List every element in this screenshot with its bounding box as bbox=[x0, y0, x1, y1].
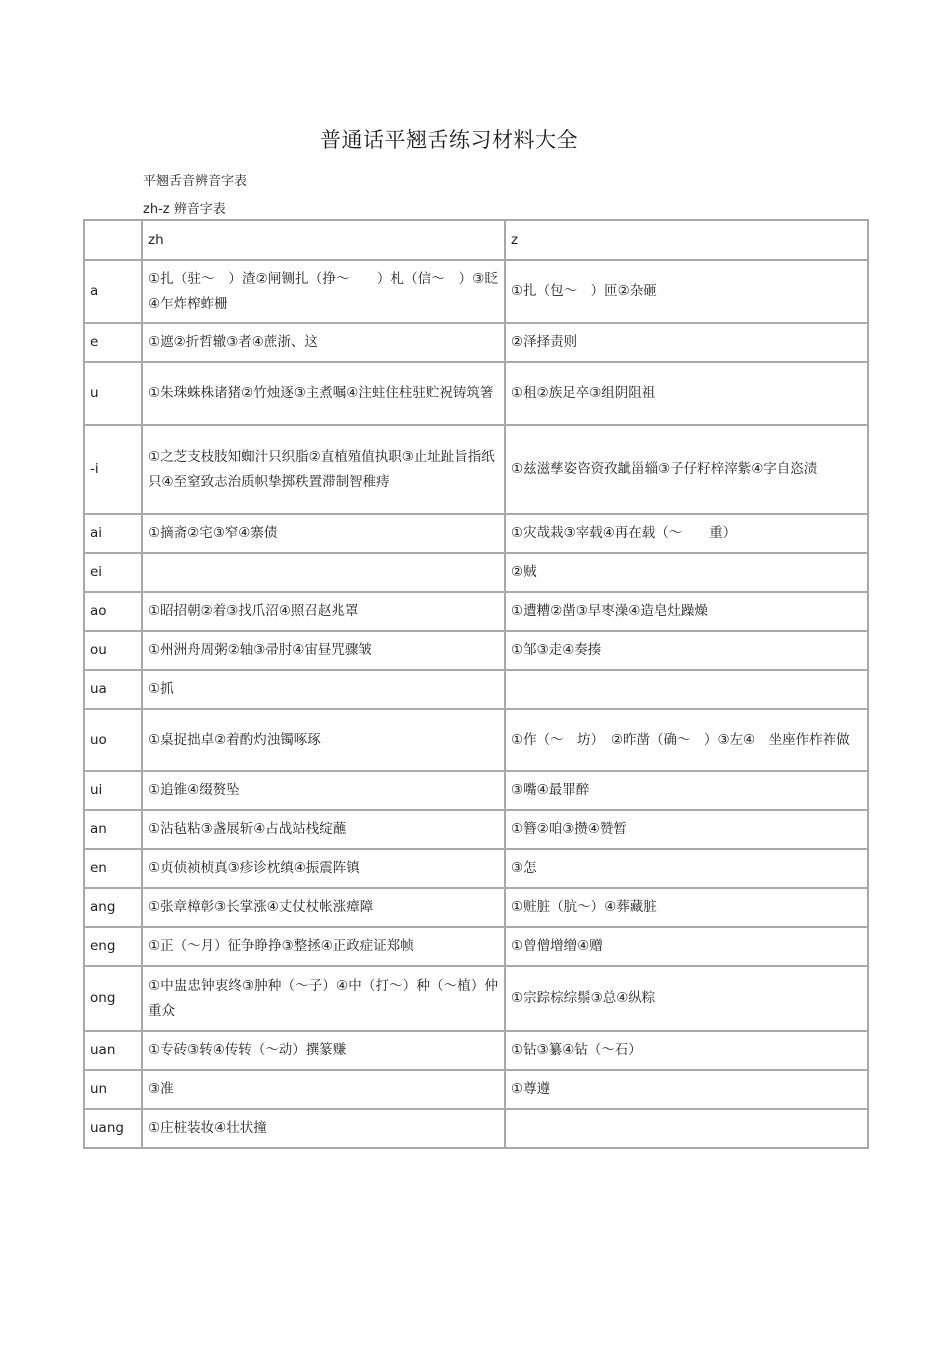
row-final: ei bbox=[85, 554, 143, 593]
table-row bbox=[85, 1110, 869, 1149]
table-row bbox=[85, 710, 869, 772]
zh-chars: ①中盅忠钟衷终③肿种（～子）④中（打～）种（～植）仲重众 bbox=[143, 967, 506, 1032]
subtitle: 平翘舌音辨音字表 bbox=[143, 174, 248, 189]
zh-chars: ①正（～月）征争睁挣③整拯④正政症证郑帧 bbox=[143, 928, 506, 967]
table-row bbox=[85, 554, 869, 593]
zh-chars: ①遮②折哲辙③者④蔗浙、这 bbox=[143, 324, 506, 363]
zh-chars: ①州洲舟周粥②轴③帚肘④宙昼咒骤皱 bbox=[143, 632, 506, 671]
table-row bbox=[85, 671, 869, 710]
header-zh: zh bbox=[143, 221, 506, 261]
row-final: a bbox=[85, 261, 143, 324]
z-chars: ①曾僧增缯④赠 bbox=[506, 928, 869, 967]
table-row bbox=[85, 928, 869, 967]
zh-chars: ①沾毡粘③盏展斩④占战站栈绽蘸 bbox=[143, 811, 506, 850]
z-chars: ③怎 bbox=[506, 850, 869, 889]
zh-chars: ①专砖③转④传转（～动）撰篆赚 bbox=[143, 1032, 506, 1071]
row-final: eng bbox=[85, 928, 143, 967]
row-final: ua bbox=[85, 671, 143, 710]
z-chars: ①扎（包～ ）匝②杂砸 bbox=[506, 261, 869, 324]
document-title: 普通话平翘舌练习材料大全 bbox=[320, 128, 578, 152]
zh-chars: ①抓 bbox=[143, 671, 506, 710]
z-chars: ①作（～ 坊） ②昨凿（确～ ）③左④ 坐座作柞祚做 bbox=[506, 710, 869, 772]
table-row bbox=[85, 632, 869, 671]
table-row bbox=[85, 811, 869, 850]
z-chars bbox=[506, 671, 869, 710]
zh-chars: ①扎（驻～ ）渣②闸铡扎（挣～ ）札（信～ ）③眨④乍炸榨蚱栅 bbox=[143, 261, 506, 324]
zh-chars: ①庄桩装妆④壮状撞 bbox=[143, 1110, 506, 1149]
table-row bbox=[85, 261, 869, 324]
z-chars: ①宗踪棕综鬃③总④纵粽 bbox=[506, 967, 869, 1032]
zh-chars: ①朱珠蛛株诸猪②竹烛逐③主煮嘱④注蛀住柱驻贮祝铸筑箸 bbox=[143, 363, 506, 426]
row-final: uo bbox=[85, 710, 143, 772]
table-header-row bbox=[85, 221, 869, 261]
z-chars: ①簪②咱③攒④赞暂 bbox=[506, 811, 869, 850]
zh-z-table bbox=[83, 219, 869, 1149]
table-row bbox=[85, 850, 869, 889]
header-z: z bbox=[506, 221, 869, 261]
z-chars: ①灾哉栽③宰载④再在载（～ 重） bbox=[506, 515, 869, 554]
table-row bbox=[85, 324, 869, 363]
row-final: e bbox=[85, 324, 143, 363]
table-row bbox=[85, 426, 869, 515]
table-row bbox=[85, 515, 869, 554]
z-chars: ①遭糟②凿③早枣澡④造皂灶躁燥 bbox=[506, 593, 869, 632]
zh-chars: ①摘斋②宅③窄④寨债 bbox=[143, 515, 506, 554]
z-chars: ①赃脏（肮～）④葬藏脏 bbox=[506, 889, 869, 928]
z-chars: ②泽择责则 bbox=[506, 324, 869, 363]
zh-chars bbox=[143, 554, 506, 593]
row-final: uan bbox=[85, 1032, 143, 1071]
table-row bbox=[85, 363, 869, 426]
z-chars: ①租②族足卒③组阴阻祖 bbox=[506, 363, 869, 426]
z-chars bbox=[506, 1110, 869, 1149]
table-row bbox=[85, 1071, 869, 1110]
z-chars: ①钻③纂④钻（～石） bbox=[506, 1032, 869, 1071]
row-final: -i bbox=[85, 426, 143, 515]
table-caption: zh-z 辨音字表 bbox=[143, 202, 226, 217]
z-chars: ①尊遵 bbox=[506, 1071, 869, 1110]
table-row bbox=[85, 772, 869, 811]
table-row bbox=[85, 889, 869, 928]
zh-chars: ①贞侦祯桢真③疹诊枕缜④振震阵镇 bbox=[143, 850, 506, 889]
row-final: ao bbox=[85, 593, 143, 632]
zh-chars: ①之芝支枝肢知蜘汁只织脂②直植殖值执职③止址趾旨指纸只④至窒致志治质帜挚掷秩置滞制智稚痔 bbox=[143, 426, 506, 515]
zh-chars: ①昭招朝②着③找爪沼④照召赵兆罩 bbox=[143, 593, 506, 632]
row-final: ong bbox=[85, 967, 143, 1032]
row-final: ai bbox=[85, 515, 143, 554]
row-final: ang bbox=[85, 889, 143, 928]
row-final: ou bbox=[85, 632, 143, 671]
zh-chars: ①追锥④缀赘坠 bbox=[143, 772, 506, 811]
row-final: u bbox=[85, 363, 143, 426]
row-final: an bbox=[85, 811, 143, 850]
z-chars: ①邹③走④奏揍 bbox=[506, 632, 869, 671]
row-final: ui bbox=[85, 772, 143, 811]
table-row bbox=[85, 593, 869, 632]
row-final: un bbox=[85, 1071, 143, 1110]
table-row bbox=[85, 1032, 869, 1071]
z-chars: ③嘴④最罪醉 bbox=[506, 772, 869, 811]
z-chars: ②贼 bbox=[506, 554, 869, 593]
row-final: uang bbox=[85, 1110, 143, 1149]
header-initial bbox=[85, 221, 143, 261]
table-row bbox=[85, 967, 869, 1032]
zh-chars: ③准 bbox=[143, 1071, 506, 1110]
zh-chars: ①张章樟彰③长掌涨④丈仗杖帐涨瘴障 bbox=[143, 889, 506, 928]
zh-chars: ①桌捉拙卓②着酌灼浊镯啄琢 bbox=[143, 710, 506, 772]
z-chars: ①兹滋孳姿咨资孜龇甾辎③子仔籽梓滓紫④字自恣渍 bbox=[506, 426, 869, 515]
row-final: en bbox=[85, 850, 143, 889]
